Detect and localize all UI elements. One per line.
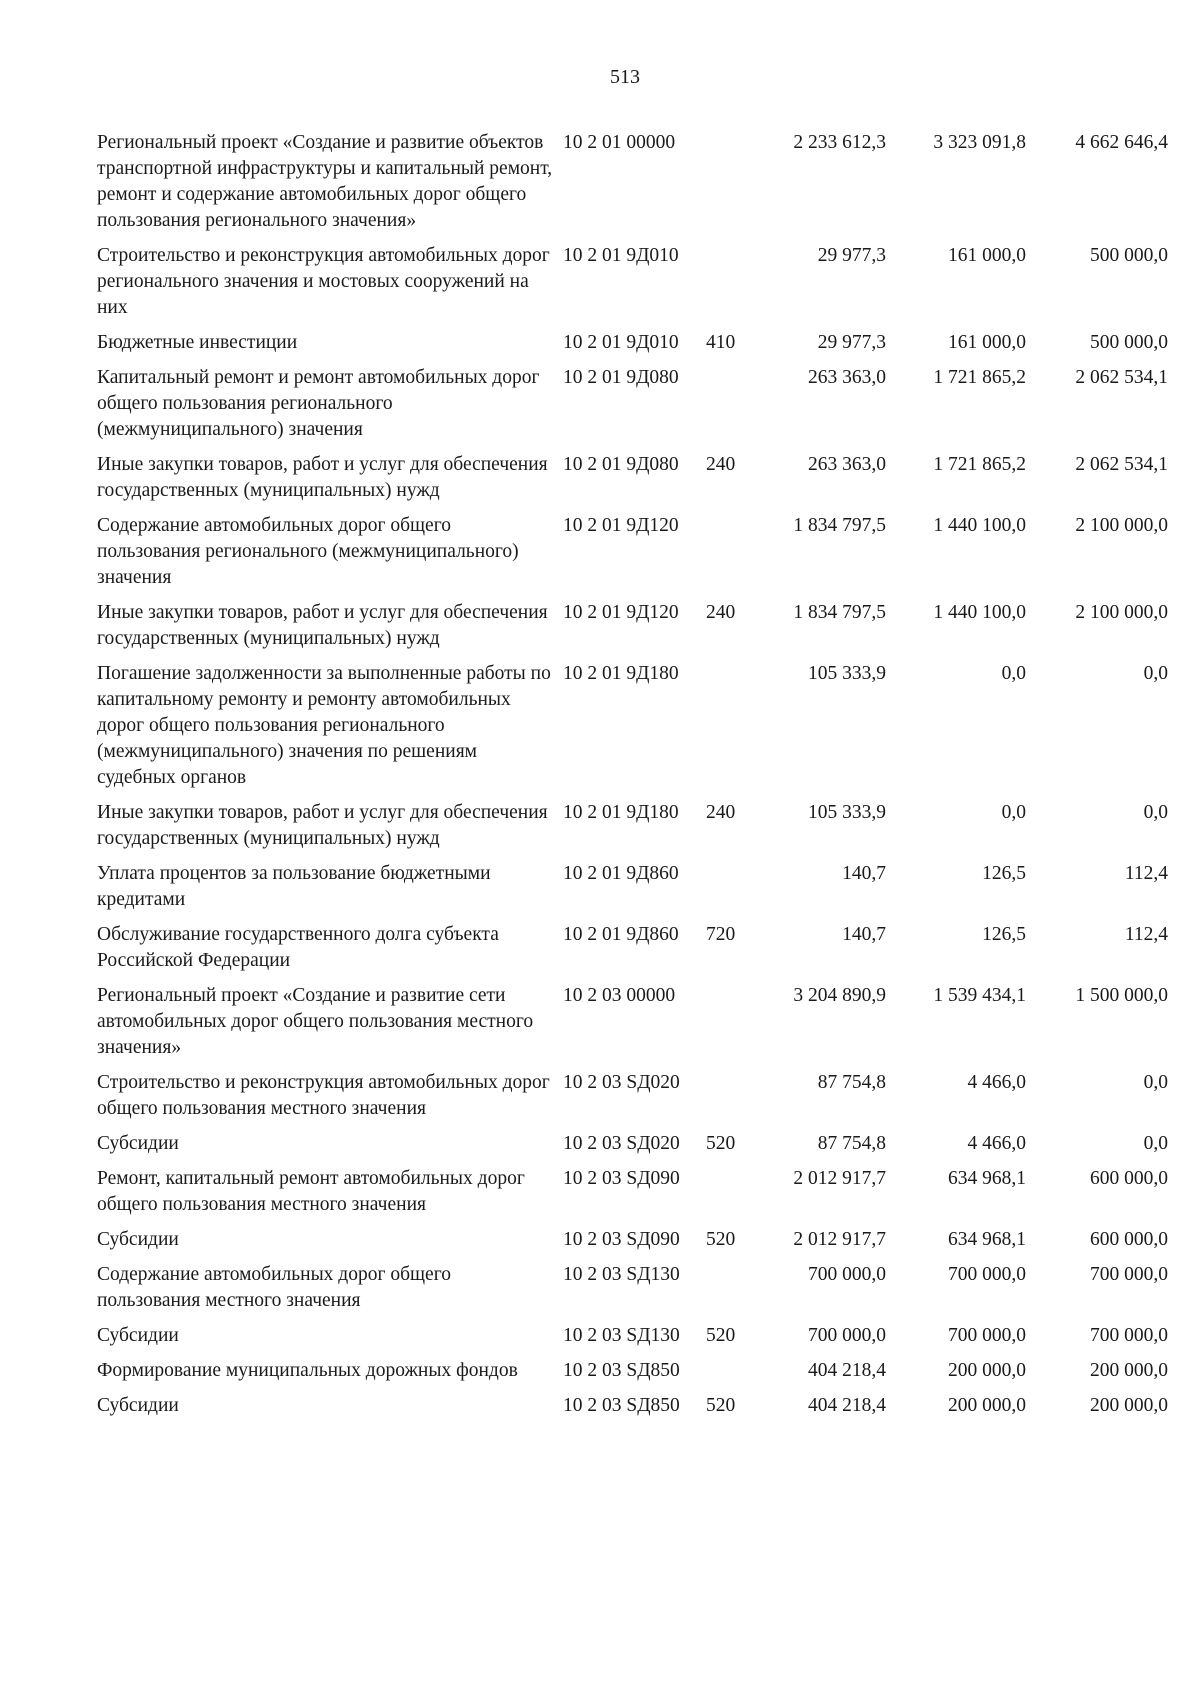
row-name-cell: Строительство и реконструкция автомобильных дорог общего пользования местного значения (97, 1072, 550, 1119)
row-code-cell: 10 2 01 9Д180 (563, 663, 679, 684)
row-value-year3-cell: 112,4 (1124, 924, 1168, 945)
row-value-year2-cell: 161 000,0 (948, 332, 1026, 353)
row-name-cell: Содержание автомобильных дорог общего пользования регионального (межмуниципального) значения (97, 515, 519, 588)
row-value-year2-cell: 634 968,1 (948, 1229, 1026, 1250)
row-expense-type-cell (706, 983, 746, 1070)
row-code-cell: 10 2 01 00000 (563, 132, 676, 153)
row-value-year2-cell: 4 466,0 (967, 1133, 1026, 1154)
table-row (97, 130, 1168, 243)
table-row (97, 1227, 1168, 1262)
row-value-year3-cell: 700 000,0 (1090, 1325, 1168, 1346)
row-expense-type-cell (706, 513, 746, 600)
row-value-year2-cell: 161 000,0 (948, 245, 1026, 266)
row-expense-type-cell: 720 (706, 924, 736, 945)
row-value-year2-cell: 1 539 434,1 (933, 985, 1026, 1006)
row-value-year3-cell: 0,0 (1143, 663, 1168, 684)
row-name-cell: Субсидии (97, 1229, 179, 1250)
row-name-cell: Субсидии (97, 1395, 179, 1416)
row-expense-type-cell: 520 (706, 1325, 736, 1346)
row-code-cell: 10 2 01 9Д180 (563, 802, 679, 823)
row-name-cell: Обслуживание государственного долга субъекта Российской Федерации (97, 924, 499, 971)
row-name-cell: Погашение задолженности за выполненные работы по капитальному ремонту и ремонту автомобильных дорог общего пользования регионального (межмуниципального) значения по решениям судебных органов (97, 663, 551, 788)
row-expense-type-cell (706, 1166, 746, 1227)
table-row (97, 800, 1168, 861)
row-value-year1-cell: 1 834 797,5 (793, 602, 886, 623)
table-row (97, 1070, 1168, 1131)
row-expense-type-cell: 410 (706, 332, 736, 353)
row-value-year2-cell: 126,5 (982, 924, 1026, 945)
row-name-cell: Капитальный ремонт и ремонт автомобильных дорог общего пользования регионального (межмуниципального) значения (97, 367, 540, 440)
row-value-year3-cell: 700 000,0 (1090, 1264, 1168, 1285)
row-value-year1-cell: 3 204 890,9 (793, 985, 886, 1006)
page-number: 513 (610, 66, 640, 88)
row-value-year2-cell: 126,5 (982, 863, 1026, 884)
row-name-cell: Региональный проект «Создание и развитие объектов транспортной инфраструктуры и капитальный ремонт, ремонт и содержание автомобильных дорог общего пользования регионального значения» (97, 132, 553, 231)
row-code-cell: 10 2 01 9Д120 (563, 515, 679, 536)
row-value-year2-cell: 0,0 (1001, 663, 1026, 684)
row-value-year1-cell: 105 333,9 (808, 663, 886, 684)
row-name-cell: Субсидии (97, 1133, 179, 1154)
row-value-year2-cell: 200 000,0 (948, 1360, 1026, 1381)
row-expense-type-cell (706, 365, 746, 452)
row-value-year1-cell: 2 233 612,3 (793, 132, 886, 153)
row-value-year3-cell: 0,0 (1143, 802, 1168, 823)
row-expense-type-cell (706, 130, 746, 243)
row-expense-type-cell: 520 (706, 1133, 736, 1154)
row-name-cell: Ремонт, капитальный ремонт автомобильных дорог общего пользования местного значения (97, 1168, 525, 1215)
row-value-year3-cell: 4 662 646,4 (1075, 132, 1168, 153)
budget-table-body (97, 130, 1168, 1428)
row-value-year3-cell: 0,0 (1143, 1133, 1168, 1154)
row-value-year1-cell: 29 977,3 (817, 332, 886, 353)
row-expense-type-cell (706, 1262, 746, 1323)
row-value-year3-cell: 600 000,0 (1090, 1168, 1168, 1189)
table-row (97, 861, 1168, 922)
row-value-year3-cell: 112,4 (1124, 863, 1168, 884)
row-value-year1-cell: 2 012 917,7 (793, 1229, 886, 1250)
row-value-year2-cell: 4 466,0 (967, 1072, 1026, 1093)
table-row (97, 1166, 1168, 1227)
row-code-cell: 10 2 03 00000 (563, 985, 676, 1006)
row-name-cell: Иные закупки товаров, работ и услуг для обеспечения государственных (муниципальных) нужд (97, 602, 548, 649)
row-name-cell: Строительство и реконструкция автомобильных дорог регионального значения и мостовых сооружений на них (97, 245, 550, 318)
row-code-cell: 10 2 03 SД850 (563, 1360, 680, 1381)
row-value-year3-cell: 2 100 000,0 (1075, 515, 1168, 536)
row-value-year1-cell: 700 000,0 (808, 1264, 886, 1285)
row-value-year1-cell: 140,7 (842, 863, 886, 884)
row-expense-type-cell (706, 1358, 746, 1393)
table-row (97, 243, 1168, 330)
row-name-cell: Иные закупки товаров, работ и услуг для обеспечения государственных (муниципальных) нужд (97, 802, 548, 849)
table-row (97, 513, 1168, 600)
row-code-cell: 10 2 01 9Д010 (563, 245, 679, 266)
row-expense-type-cell (706, 861, 746, 922)
row-value-year2-cell: 634 968,1 (948, 1168, 1026, 1189)
row-value-year3-cell: 500 000,0 (1090, 332, 1168, 353)
row-value-year1-cell: 87 754,8 (817, 1072, 886, 1093)
row-value-year2-cell: 1 440 100,0 (933, 515, 1026, 536)
row-code-cell: 10 2 01 9Д010 (563, 332, 679, 353)
row-code-cell: 10 2 01 9Д120 (563, 602, 679, 623)
table-row (97, 452, 1168, 513)
table-row (97, 365, 1168, 452)
table-row (97, 600, 1168, 661)
row-name-cell: Иные закупки товаров, работ и услуг для обеспечения государственных (муниципальных) нужд (97, 454, 548, 501)
row-value-year3-cell: 200 000,0 (1090, 1395, 1168, 1416)
row-value-year2-cell: 1 440 100,0 (933, 602, 1026, 623)
row-name-cell: Региональный проект «Создание и развитие сети автомобильных дорог общего пользования местного значения» (97, 985, 534, 1058)
row-value-year1-cell: 2 012 917,7 (793, 1168, 886, 1189)
row-code-cell: 10 2 03 SД130 (563, 1264, 680, 1285)
row-code-cell: 10 2 01 9Д080 (563, 367, 679, 388)
row-value-year1-cell: 87 754,8 (817, 1133, 886, 1154)
table-row (97, 661, 1168, 800)
table-row (97, 1393, 1168, 1428)
row-expense-type-cell (706, 243, 746, 330)
row-code-cell: 10 2 01 9Д860 (563, 924, 679, 945)
row-value-year1-cell: 700 000,0 (808, 1325, 886, 1346)
row-value-year2-cell: 700 000,0 (948, 1325, 1026, 1346)
row-expense-type-cell (706, 661, 746, 800)
row-value-year3-cell: 1 500 000,0 (1075, 985, 1168, 1006)
row-value-year1-cell: 105 333,9 (808, 802, 886, 823)
row-name-cell: Содержание автомобильных дорог общего пользования местного значения (97, 1264, 451, 1311)
row-expense-type-cell: 240 (706, 802, 736, 823)
row-value-year3-cell: 200 000,0 (1090, 1360, 1168, 1381)
table-row (97, 1358, 1168, 1393)
row-code-cell: 10 2 03 SД090 (563, 1168, 680, 1189)
row-value-year2-cell: 1 721 865,2 (933, 454, 1026, 475)
row-value-year3-cell: 2 062 534,1 (1075, 454, 1168, 475)
row-code-cell: 10 2 03 SД020 (563, 1133, 680, 1154)
row-code-cell: 10 2 01 9Д860 (563, 863, 679, 884)
row-value-year1-cell: 404 218,4 (808, 1395, 886, 1416)
row-expense-type-cell: 520 (706, 1229, 736, 1250)
row-value-year1-cell: 29 977,3 (817, 245, 886, 266)
row-expense-type-cell: 240 (706, 454, 736, 475)
row-value-year3-cell: 0,0 (1143, 1072, 1168, 1093)
row-code-cell: 10 2 03 SД130 (563, 1325, 680, 1346)
row-code-cell: 10 2 03 SД020 (563, 1072, 680, 1093)
table-row (97, 983, 1168, 1070)
table-row (97, 330, 1168, 365)
row-value-year1-cell: 263 363,0 (808, 367, 886, 388)
row-value-year1-cell: 140,7 (842, 924, 886, 945)
row-value-year3-cell: 2 100 000,0 (1075, 602, 1168, 623)
row-value-year2-cell: 700 000,0 (948, 1264, 1026, 1285)
row-value-year2-cell: 0,0 (1001, 802, 1026, 823)
table-row (97, 1262, 1168, 1323)
row-name-cell: Формирование муниципальных дорожных фондов (97, 1360, 518, 1381)
row-code-cell: 10 2 01 9Д080 (563, 454, 679, 475)
row-name-cell: Уплата процентов за пользование бюджетными кредитами (97, 863, 491, 910)
row-code-cell: 10 2 03 SД850 (563, 1395, 680, 1416)
table-row (97, 922, 1168, 983)
row-value-year1-cell: 404 218,4 (808, 1360, 886, 1381)
table-row (97, 1323, 1168, 1358)
row-value-year2-cell: 3 323 091,8 (933, 132, 1026, 153)
budget-table (97, 130, 1168, 1428)
row-name-cell: Субсидии (97, 1325, 179, 1346)
row-value-year2-cell: 1 721 865,2 (933, 367, 1026, 388)
row-code-cell: 10 2 03 SД090 (563, 1229, 680, 1250)
table-row (97, 1131, 1168, 1166)
row-value-year1-cell: 1 834 797,5 (793, 515, 886, 536)
row-expense-type-cell: 520 (706, 1395, 736, 1416)
row-name-cell: Бюджетные инвестиции (97, 332, 298, 353)
row-value-year3-cell: 600 000,0 (1090, 1229, 1168, 1250)
row-value-year1-cell: 263 363,0 (808, 454, 886, 475)
row-expense-type-cell: 240 (706, 602, 736, 623)
row-expense-type-cell (706, 1070, 746, 1131)
row-value-year3-cell: 2 062 534,1 (1075, 367, 1168, 388)
row-value-year2-cell: 200 000,0 (948, 1395, 1026, 1416)
row-value-year3-cell: 500 000,0 (1090, 245, 1168, 266)
